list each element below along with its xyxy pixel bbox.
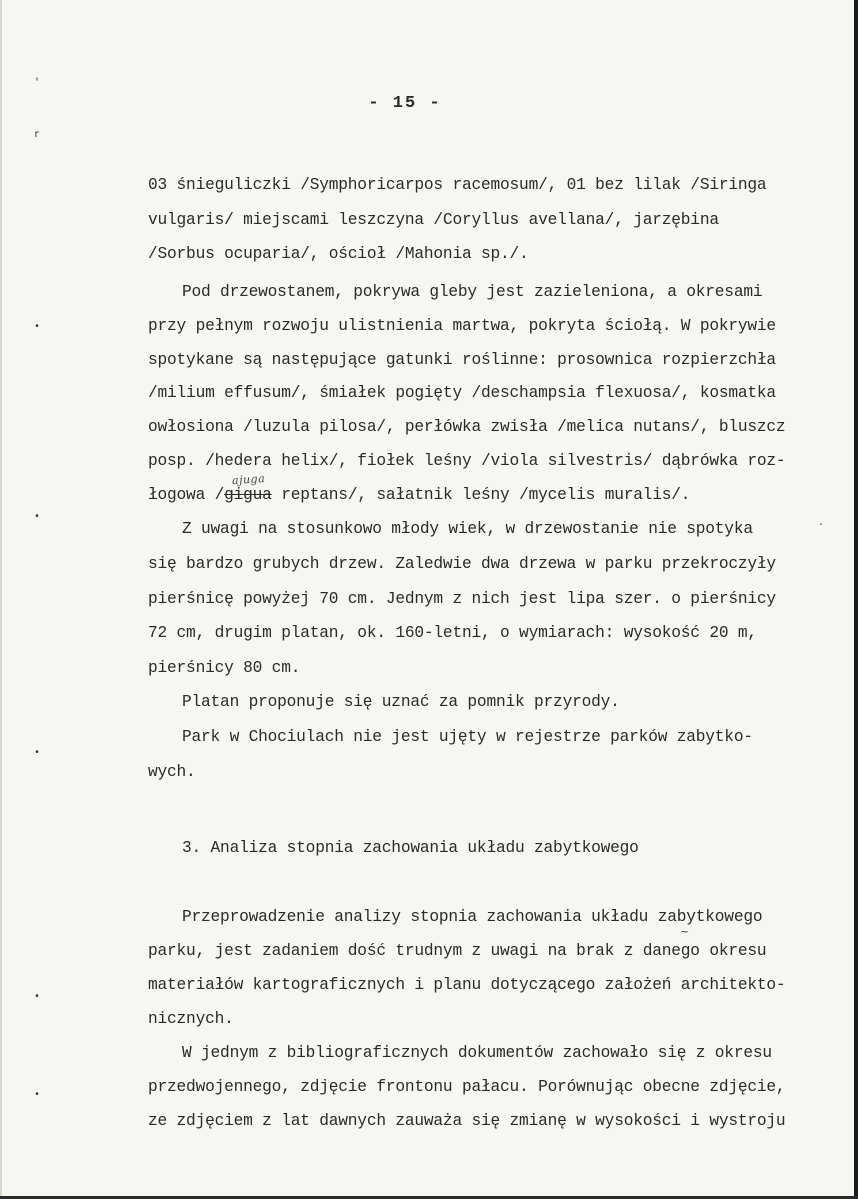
margin-speck: · [818, 520, 824, 531]
paragraph-start-line: W jednym z bibliograficznych dokumentów zachowało się z okresu [182, 1044, 772, 1062]
text-line: przedwojennego, zdjęcie frontonu pałacu. Porównując obecne zdjęcie, [148, 1078, 786, 1096]
text-line: parku, jest zadaniem dość trudnym z uwagi na brak z danego okresu [148, 942, 767, 960]
text-line: owłosiona /luzula pilosa/, perłówka zwisła /melica nutans/, bluszcz [148, 418, 786, 436]
page-left-edge [0, 0, 2, 1199]
struck-word: gigua [224, 486, 272, 504]
text-line: przy pełnym rozwoju ulistnienia martwa, pokryta ściołą. W pokrywie [148, 317, 776, 335]
margin-speck: • [34, 748, 40, 759]
margin-speck: r [34, 130, 40, 141]
text-line: materiałów kartograficznych i planu dotyczącego założeń architekto- [148, 976, 786, 994]
margin-speck: • [34, 322, 40, 333]
handwritten-mark: ~ [680, 925, 690, 938]
section-heading: 3. Analiza stopnia zachowania układu zabytkowego [182, 839, 639, 857]
text-line: pierśnicy 80 cm. [148, 659, 301, 677]
margin-speck: • [34, 992, 40, 1003]
paragraph-start-line: Pod drzewostanem, pokrywa gleby jest zazieleniona, a okresami [182, 283, 763, 301]
text-line: /Sorbus ocuparia/, ościoł /Mahonia sp./. [148, 245, 529, 263]
text-line: 03 śnieguliczki /Symphoricarpos racemosum/, 01 bez lilak /Siringa [148, 176, 767, 194]
scan-border-right [854, 0, 858, 1199]
text-line: wych. [148, 763, 196, 781]
page-number: - 15 - [368, 94, 442, 113]
text-line: posp. /hedera helix/, fiołek leśny /viola silvestris/ dąbrówka roz- [148, 452, 786, 470]
text-line-with-correction [148, 485, 690, 505]
text-line: pierśnicę powyżej 70 cm. Jednym z nich jest lipa szer. o pierśnicy [148, 590, 776, 608]
text-line: ze zdjęciem z lat dawnych zauważa się zmianę w wysokości i wystroju [148, 1112, 786, 1130]
text-line: 72 cm, drugim platan, ok. 160-letni, o wymiarach: wysokość 20 m, [148, 624, 757, 642]
paragraph-start-line: Platan proponuje się uznać za pomnik przyrody. [182, 693, 620, 711]
handwritten-correction: ajuga [231, 471, 266, 488]
paragraph-start-line: Przeprowadzenie analizy stopnia zachowania układu zabytkowego [182, 908, 763, 926]
text-line: nicznych. [148, 1010, 234, 1028]
text-line: się bardzo grubych drzew. Zaledwie dwa drzewa w parku przekroczyły [148, 555, 776, 573]
paragraph-start-line: Park w Chociulach nie jest ujęty w rejestrze parków zabytko- [182, 728, 753, 746]
text-fragment: łogowa / [148, 486, 225, 504]
text-fragment: reptans/, sałatnik leśny /mycelis muralis/. [271, 486, 691, 504]
text-line: vulgaris/ miejscami leszczyna /Coryllus avellana/, jarzębina [148, 211, 719, 229]
margin-speck: ' [34, 78, 40, 89]
text-line: /milium effusum/, śmiałek pogięty /deschampsia flexuosa/, kosmatka [148, 384, 776, 402]
margin-speck: • [34, 512, 40, 523]
margin-speck: • [34, 1090, 40, 1101]
text-line: spotykane są następujące gatunki roślinne: prosownica rozpierzchła [148, 351, 776, 369]
paragraph-start-line: Z uwagi na stosunkowo młody wiek, w drzewostanie nie spotyka [182, 520, 753, 538]
